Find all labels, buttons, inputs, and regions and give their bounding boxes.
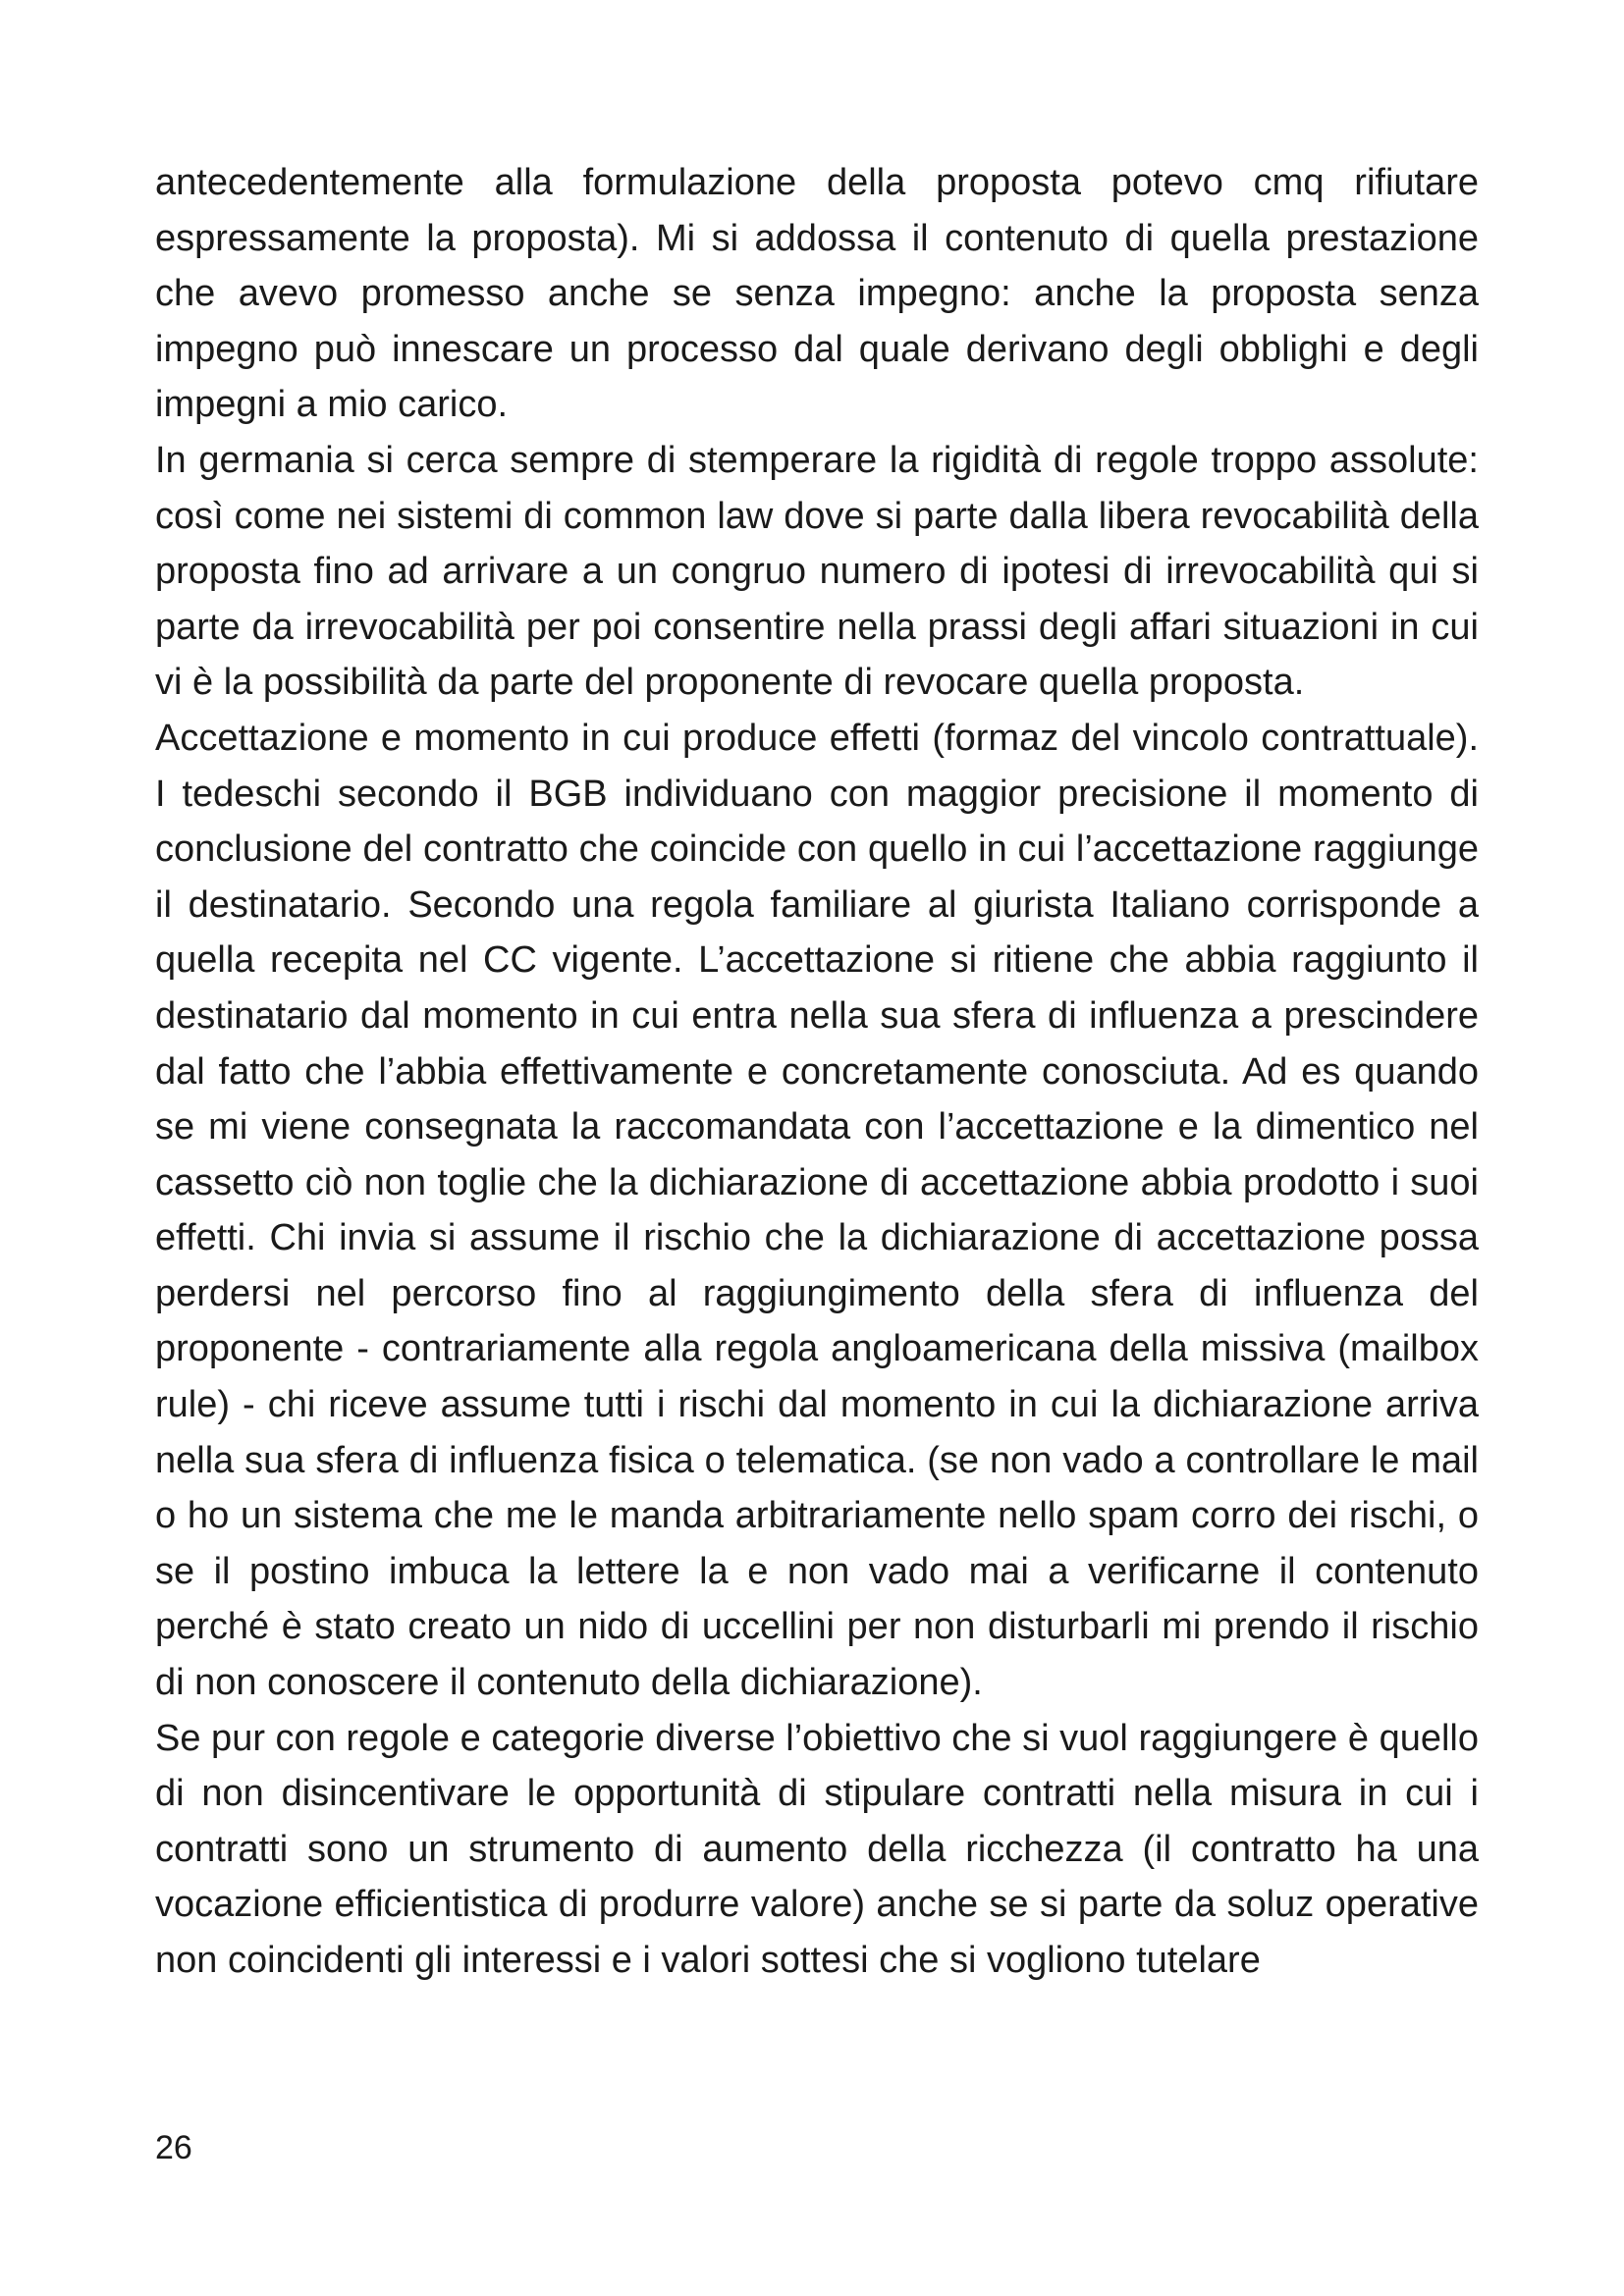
paragraph-1: antecedentemente alla formulazione della proposta potevo cmq rifiutare espressamente la proposta). Mi si addossa il contenuto di quella prestazione che avevo promesso anche se senza impegno: anche la proposta senza impegno può innescare un processo dal quale derivano degli obblighi e degli impegni a mio carico. bbox=[155, 162, 1479, 426]
page-number: 26 bbox=[155, 2129, 192, 2166]
page-body bbox=[155, 155, 1479, 1989]
paragraph-4: Se pur con regole e categorie diverse l’obiettivo che si vuol raggiungere è quello di non disincentivare le opportunità di stipulare contratti nella misura in cui i contratti sono un strumento di aumento della ricchezza (il contratto ha una vocazione efficientistica di produrre valore) anche se si parte da soluz operative non coincidenti gli interessi e i valori sottesi che si vogliono tutelare bbox=[155, 1717, 1479, 1981]
paragraph-2: In germania si cerca sempre di stemperare la rigidità di regole troppo assolute: così come nei sistemi di common law dove si parte dalla libera revocabilità della proposta fino ad arrivare a un congruo numero di ipotesi di irrevocabilità qui si parte da irrevocabilità per poi consentire nella prassi degli affari situazioni in cui vi è la possibilità da parte del proponente di revocare quella proposta. bbox=[155, 439, 1479, 704]
paragraph-3: Accettazione e momento in cui produce effetti (formaz del vincolo contrattuale). I tedeschi secondo il BGB individuano con maggior precisione il momento di conclusione del contratto che coincide con quello in cui l’accettazione raggiunge il destinatario. Secondo una regola familiare al giurista Italiano corrisponde a quella recepita nel CC vigente. L’accettazione si ritiene che abbia raggiunto il destinatario dal momento in cui entra nella sua sfera di influenza a prescindere dal fatto che l’abbia effettivamente e concretamente conosciuta. Ad es quando se mi viene consegnata la raccomandata con l’accettazione e la dimentico nel cassetto ciò non toglie che la dichiarazione di accettazione abbia prodotto i suoi effetti. Chi invia si assume il rischio che la dichiarazione di accettazione possa perdersi nel percorso fino al raggiungimento della sfera di influenza del proponente - contrariamente alla regola angloamericana della missiva (mailbox rule) - chi riceve assume tutti i rischi dal momento in cui la dichiarazione arriva nella sua sfera di influenza fisica o telematica. (se non vado a controllare le mail o ho un sistema che me le manda arbitrariamente nello spam corro dei rischi, o se il postino imbuca la lettere la e non vado mai a verificarne il contenuto perché è stato creato un nido di uccellini per non disturbarli mi prendo il rischio di non conoscere il contenuto della dichiarazione). bbox=[155, 717, 1479, 1704]
